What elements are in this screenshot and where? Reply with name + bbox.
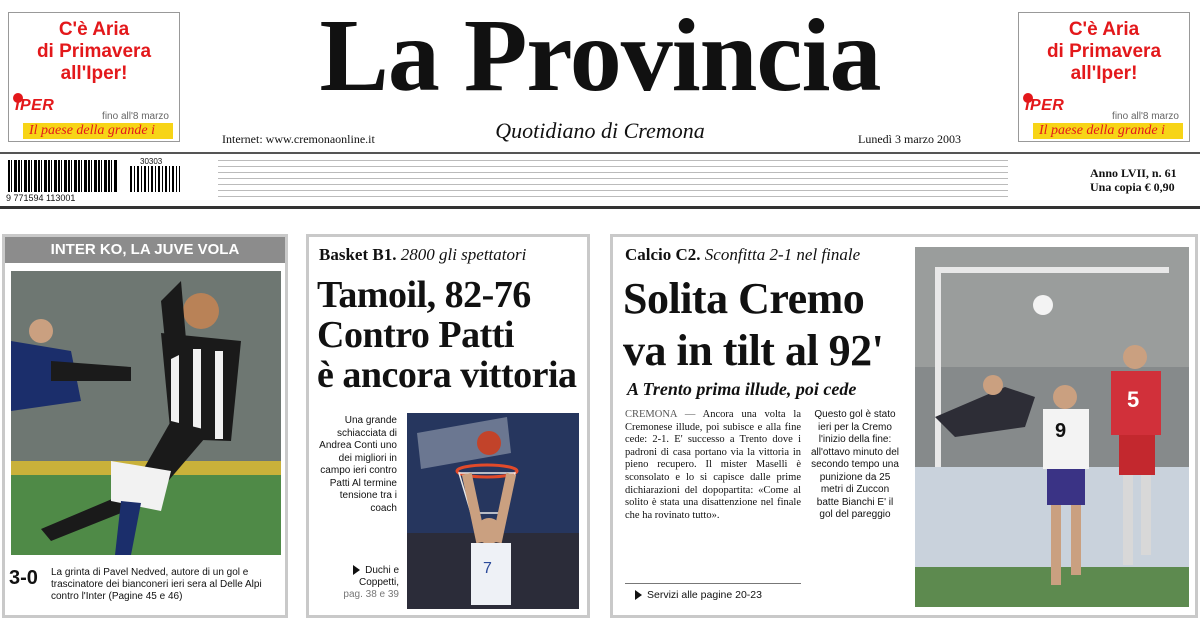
match-score: 3-0 bbox=[9, 567, 38, 589]
story-cremonese[interactable] bbox=[610, 234, 1198, 618]
photo-caption: Questo gol è stato ieri per la Cremo l'inizio della fine: all'ottavo minuto del secondo tempo una punizione da 25 metri di Zuccon batte Bianchi E' il gol del pareggio bbox=[810, 409, 900, 520]
barcode-icon bbox=[8, 160, 118, 192]
ad-brand: IPER bbox=[15, 97, 55, 114]
story-header: INTER KO, LA JUVE VOLA bbox=[5, 237, 285, 263]
ad-brand: IPER bbox=[1025, 97, 1065, 114]
photo-caption: Una grande schiacciata di Andrea Conti uno dei migliori in campo ieri contro Patti Al termine tensione tra i coach bbox=[319, 415, 397, 514]
strip-divider bbox=[0, 206, 1200, 209]
header-divider bbox=[0, 152, 1200, 154]
svg-text:9: 9 bbox=[1055, 420, 1067, 442]
ad-headline: C'è Aria di Primavera all'Iper! bbox=[36, 19, 152, 84]
story-kicker: Basket B1. 2800 gli spettatori bbox=[319, 245, 527, 264]
publisher-fine-print bbox=[218, 160, 1008, 202]
svg-text:5: 5 bbox=[1127, 387, 1140, 412]
basketball-dunk-image bbox=[407, 413, 579, 609]
story-title[interactable]: Tamoil, 82-76 Contro Patti è ancora vittoria bbox=[317, 274, 577, 396]
arrow-right-icon bbox=[635, 590, 642, 600]
masthead-subtitle: Quotidiano di Cremona bbox=[495, 118, 705, 143]
ad-iper-right[interactable] bbox=[1018, 12, 1190, 142]
issue-code: 30303 bbox=[140, 157, 163, 166]
football-goal-image bbox=[915, 247, 1189, 607]
ad-slogan: Il paese della grande i bbox=[1033, 123, 1183, 139]
ad-slogan: Il paese della grande i bbox=[23, 123, 173, 139]
story-subtitle: A Trento prima illude, poi cede bbox=[627, 379, 857, 399]
football-action-image bbox=[11, 271, 281, 555]
page-reference[interactable]: Servizi alle pagine 20-23 bbox=[635, 589, 762, 601]
issue-date: Lunedì 3 marzo 2003 bbox=[858, 132, 961, 146]
ad-headline: C'è Aria di Primavera all'Iper! bbox=[1046, 19, 1162, 84]
svg-text:7: 7 bbox=[483, 560, 492, 577]
ad-fine-print: fino all'8 marzo bbox=[102, 111, 169, 122]
barcode-number: 9 771594 113001 bbox=[6, 193, 76, 203]
story-basket[interactable] bbox=[306, 234, 590, 618]
story-juve-inter[interactable] bbox=[2, 234, 288, 618]
issue-barcode-icon bbox=[130, 166, 180, 192]
issue-info: Anno LVII, n. 61 Una copia € 0,90 bbox=[1090, 166, 1177, 194]
story-title[interactable]: Solita Cremo va in tilt al 92' bbox=[623, 274, 884, 375]
story-kicker: Calcio C2. Sconfitta 2-1 nel finale bbox=[625, 245, 861, 264]
website-link[interactable]: Internet: www.cremonaonline.it bbox=[222, 132, 375, 146]
ad-iper-left[interactable] bbox=[8, 12, 180, 142]
ad-fine-print: fino all'8 marzo bbox=[1112, 111, 1179, 122]
divider bbox=[625, 583, 801, 584]
photo-caption: La grinta di Pavel Nedved, autore di un gol e trascinatore dei bianconeri ieri sera al Delle Alpi contro l'Inter (Pagine 45 e 46) bbox=[51, 567, 262, 602]
masthead: La Provincia bbox=[319, 0, 881, 113]
goal-photo bbox=[915, 247, 1189, 607]
page-reference[interactable]: Duchi e Coppetti, pag. 38 e 39 bbox=[343, 565, 399, 600]
arrow-right-icon bbox=[353, 565, 360, 575]
story-body: CREMONA — Ancora una volta la Cremonese illude, poi subisce e alla fine cede: 2-1. E' successo a Trento dove i padroni di casa portano via la vittoria in pieno recupero. Il mister Maselli è sconsolato e lo si capisce dalle prime dichiarazioni del dopopartita: «Come al solito è stata una disattenzione nel finale che ha rovinato tutto». bbox=[625, 409, 801, 521]
nedved-photo bbox=[11, 271, 281, 555]
basket-photo bbox=[407, 413, 579, 609]
